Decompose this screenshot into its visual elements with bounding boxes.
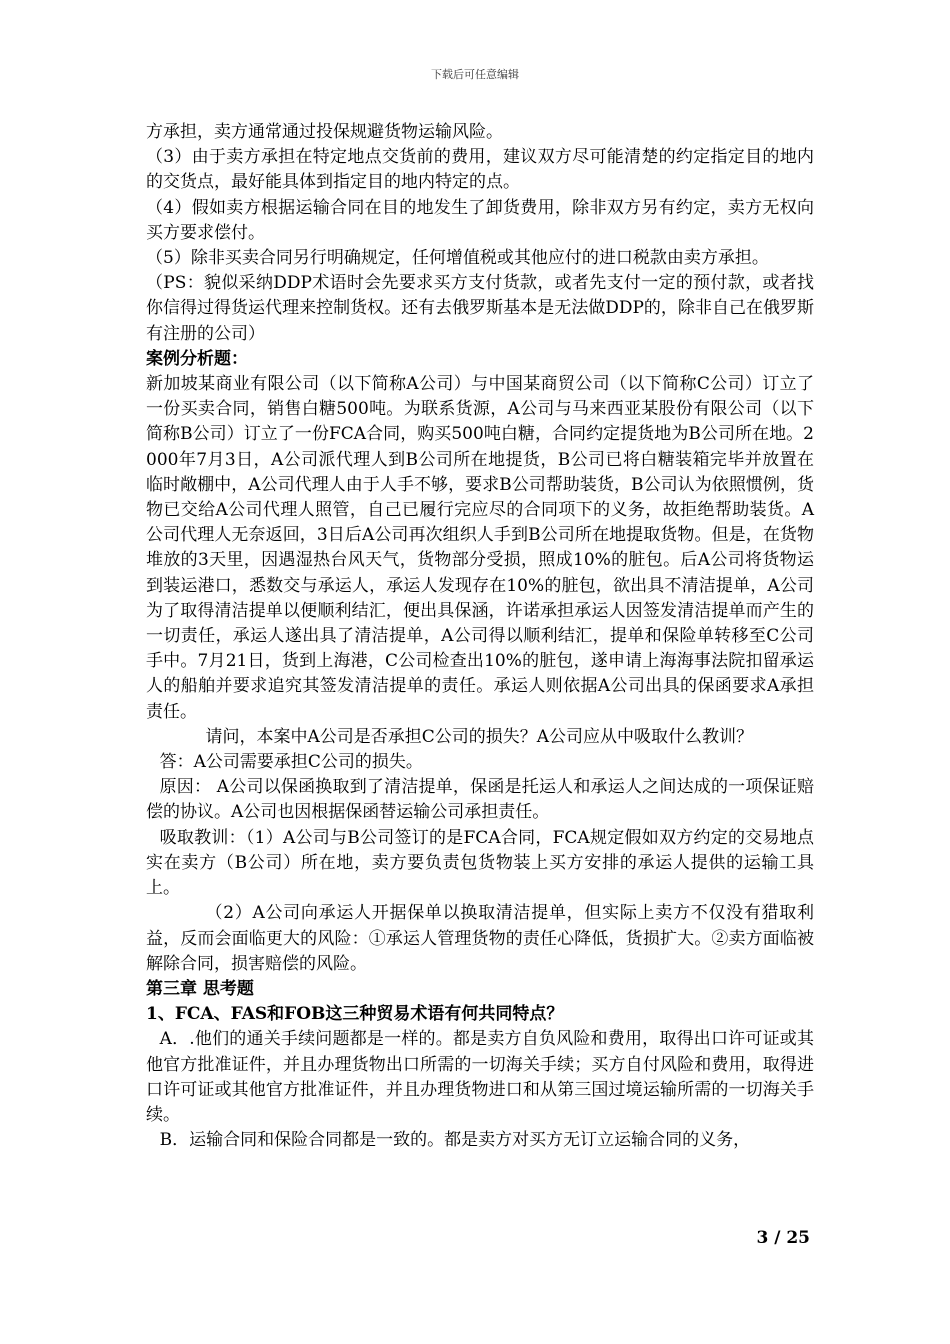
section-heading: 案例分析题： bbox=[146, 348, 248, 369]
question-heading: 1、FCA、FAS和FOB这三种贸易术语有何共同特点？ bbox=[146, 1004, 564, 1025]
case-paragraph: 新加坡某商业有限公司（以下简称A公司）与中国某商贸公司（以下简称C公司）订立了一份买卖合同，销售白糖500吨。为联系货源，A公司与马来西亚某股份有限公司（以下简称B公司）订立了一份FCA合同，购买500吨白糖，合同约定提货地为B公司所在地。2000年7月3日，A公司派代理人到B公司所在地提货，B公司已将白糖装箱完毕并放置在临时敞棚中，A公司代理人由于人手不够，要求B公司帮助装货，B公司认为依照惯例，货物已交给A公司代理人照管，自己已履行完应尽的合同项下的义务，故拒绝帮助装货。A公司代理人无奈返回，3日后A公司再次组织人手到B公司所在地提取货物。但是，在货物堆放的3天里，因遇湿热台风天气，货物部分受损，照成10%的脏包。后A公司将货物运到装运港口，悉数交与承运人，承运人发现存在10%的脏包，欲出具不清洁提单，A公司为了取得清洁提单以便顺利结汇，便出具保涵，许诺承担承运人因签发清洁提单而产生的一切责任，承运人遂出具了清洁提单，A公司得以顺利结汇，提单和保险单转移至C公司手中。7月21日，货到上海港，C公司检查出10%的脏包，遂申请上海海事法院扣留承运人的船舶并要求追究其签发清洁提单的责任。承运人则依据A公司出具的保函要求A承担责任。 bbox=[146, 374, 814, 722]
paragraph: （PS：貌似采纳DDP术语时会先要求买方支付货款，或者先支付一定的预付款，或者找你信得过得货运代理来控制货权。还有去俄罗斯基本是无法做DDP的，除非自己在俄罗斯有注册的公司） bbox=[146, 273, 814, 344]
document-body bbox=[146, 120, 814, 1153]
paragraph: A．.他们的通关手续问题都是一样的。都是卖方自负风险和费用，取得出口许可证或其他官方批准证件，并且办理货物出口所需的一切海关手续；买方自付风险和费用，取得进口许可证或其他官方批准证件，并且办理货物进口和从第三国过境运输所需的一切海关手续。 bbox=[146, 1029, 814, 1125]
lesson-paragraph: （2）A公司向承运人开据保单以换取清洁提单，但实际上卖方不仅没有猎取利益，反而会面临更大的风险：①承运人管理货物的责任心降低，货损扩大。②卖方面临被解除合同，损害赔偿的风险。 bbox=[146, 903, 814, 974]
lesson-paragraph: 吸取教训：（1）A公司与B公司签订的是FCA合同，FCA规定假如双方约定的交易地点实在卖方（B公司）所在地，卖方要负责包货物装上买方安排的承运人提供的运输工具上。 bbox=[146, 827, 814, 899]
answer-paragraph: 答：A公司需要承担C公司的损失。 bbox=[159, 752, 423, 773]
paragraph: （4）假如卖方根据运输合同在目的地发生了卸货费用，除非双方另有约定，卖方无权向买方要求偿付。 bbox=[146, 197, 814, 243]
page-header: 下载后可任意编辑 bbox=[431, 68, 519, 81]
paragraph: （3）由于卖方承担在特定地点交货前的费用，建议双方尽可能清楚的约定指定目的地内的交货点，最好能具体到指定目的地内特定的点。 bbox=[146, 147, 814, 193]
reason-paragraph: 原因： A公司以保函换取到了清洁提单，保函是托运人和承运人之间达成的一项保证赔偿的协议。A公司也因根据保函替运输公司承担责任。 bbox=[146, 777, 814, 823]
paragraph: B．运输合同和保险合同都是一致的。都是卖方对买方无订立运输合同的义务， bbox=[159, 1130, 751, 1151]
question-paragraph: 请问，本案中A公司是否承担C公司的损失？A公司应从中吸取什么教训？ bbox=[205, 726, 754, 747]
chapter-heading: 第三章 思考题 bbox=[146, 978, 254, 999]
paragraph: （5）除非买卖合同另行明确规定，任何增值税或其他应付的进口税款由卖方承担。 bbox=[146, 248, 769, 269]
paragraph: 方承担，卖方通常通过投保规避货物运输风险。 bbox=[146, 122, 503, 142]
page-number: 3 / 25 bbox=[756, 1228, 810, 1248]
